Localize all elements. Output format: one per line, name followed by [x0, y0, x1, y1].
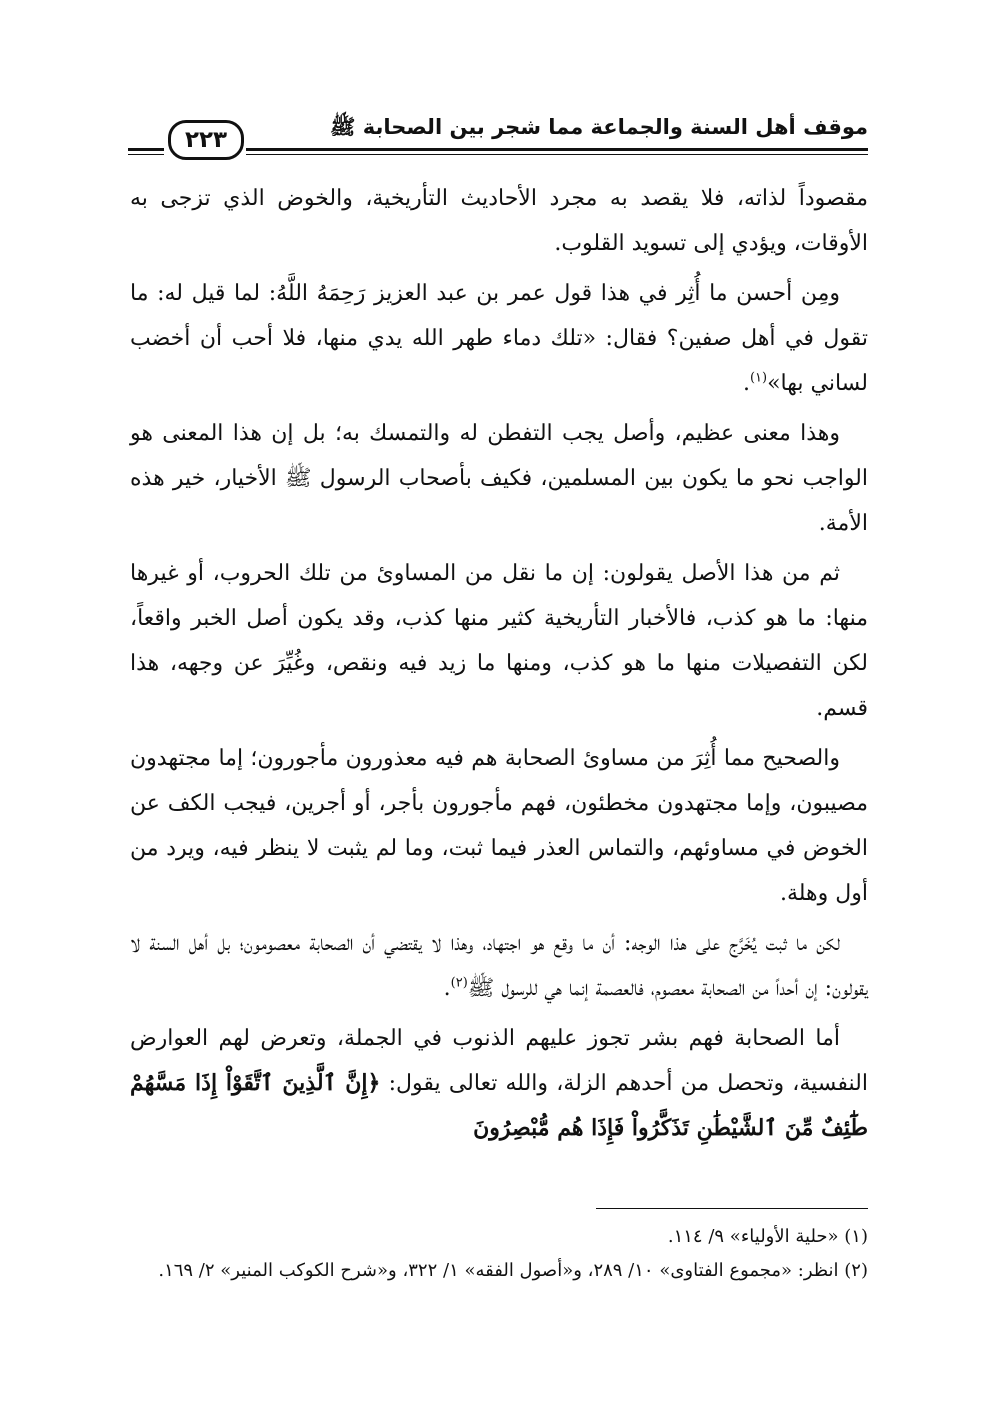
page-header [128, 108, 868, 164]
footnote-ref-1[interactable]: (١) [749, 370, 768, 386]
paragraph-3: وهذا معنى عظيم، وأصل يجب التفطن له والتمسك به؛ بل إن هذا المعنى هو الواجب نحو ما يكون بين المسلمين، فكيف بأصحاب الرسول ﷺ الأخيار، خير هذه الأمة. [130, 421, 868, 536]
paragraph-6-end: . [443, 976, 451, 1001]
page-number: ٢٢٣ [168, 120, 244, 160]
footnote-ref-2[interactable]: (٢) [450, 975, 468, 991]
paragraph-2 [130, 271, 868, 406]
paragraph-6-text: لكن ما ثبت يُخَرَّج على هذا الوجه: أن ما وقع هو اجتهاد، وهذا لا يقتضي أن الصحابة معصومون؛ بل أهل السنة لا يقولون: إن أحداً من الصحابة معصوم، فالعصمة إنما هي للرسول ﷺ [130, 931, 868, 1001]
header-rule-left [128, 148, 164, 155]
footnote-1: (١) «حلية الأولياء» ٩/ ١١٤. [667, 1226, 868, 1247]
paragraph-1: مقصوداً لذاته، فلا يقصد به مجرد الأحاديث التأريخية، والخوض الذي تزجى به الأوقات، ويؤدي إلى تسويد القلوب. [130, 186, 868, 256]
paragraph-7 [130, 1016, 868, 1151]
paragraph-2-text: ومِن أحسن ما أُثِر في هذا قول عمر بن عبد العزيز رَحِمَهُ اللَّهُ: لما قيل له: ما تقول في أهل صفين؟ فقال: «تلك دماء طهر الله يدي منها، فلا أحب أن أخضب لساني بها» [130, 281, 868, 396]
paragraph-4: ثم من هذا الأصل يقولون: إن ما نقل من المساوئ من تلك الحروب، أو غيرها منها: ما هو كذب، فالأخبار التأريخية كثير منها كذب، وقد يكون أصل الخبر واقعاً، لكن التفصيلات منها ما هو كذب، ومنها ما زيد فيه ونقص، وغُيِّرَ عن وجهه، هذا قسم. [130, 561, 868, 721]
paragraph-2-end: . [742, 371, 750, 396]
quran-verse: ﴿إِنَّ ٱلَّذِينَ ٱتَّقَوْاْ إِذَا مَسَّهُمْ طَٰٓئِفٌ مِّنَ ٱلشَّيْطَٰنِ تَذَكَّرُواْ فَإِذَا هُم مُّبْصِرُونَ [130, 1070, 868, 1141]
paragraph-5: والصحيح مما أُثِرَ من مساوئ الصحابة هم فيه معذورون مأجورون؛ إما مجتهدون مصيبون، وإما مجتهدون مخطئون، فهم مأجورون بأجر، أو أجرين، فيجب الكف عن الخوض في مساوئهم، والتماس العذر فيما ثبت، وما لم يثبت لا ينظر فيه، ويرد من أول وهلة. [130, 746, 868, 906]
footnote-2: (٢) انظر: «مجموع الفتاوى» ١٠/ ٢٨٩، و«أصول الفقه» ١/ ٣٢٢، و«شرح الكوكب المنير» ٢/ ١٦٩. [158, 1260, 868, 1281]
footnotes [130, 1222, 868, 1290]
running-title: موقف أهل السنة والجماعة مما شجر بين الصحابة ﷺ [330, 115, 868, 139]
paragraph-6 [130, 921, 868, 1011]
footnote-rule [596, 1208, 868, 1209]
body-text [130, 176, 868, 1156]
paragraph-7-text: أما الصحابة فهم بشر تجوز عليهم الذنوب في الجملة، وتعرض لهم العوارض النفسية، وتحصل من أحدهم الزلة، والله تعالى يقول: [130, 1026, 868, 1096]
header-rule [246, 148, 868, 155]
